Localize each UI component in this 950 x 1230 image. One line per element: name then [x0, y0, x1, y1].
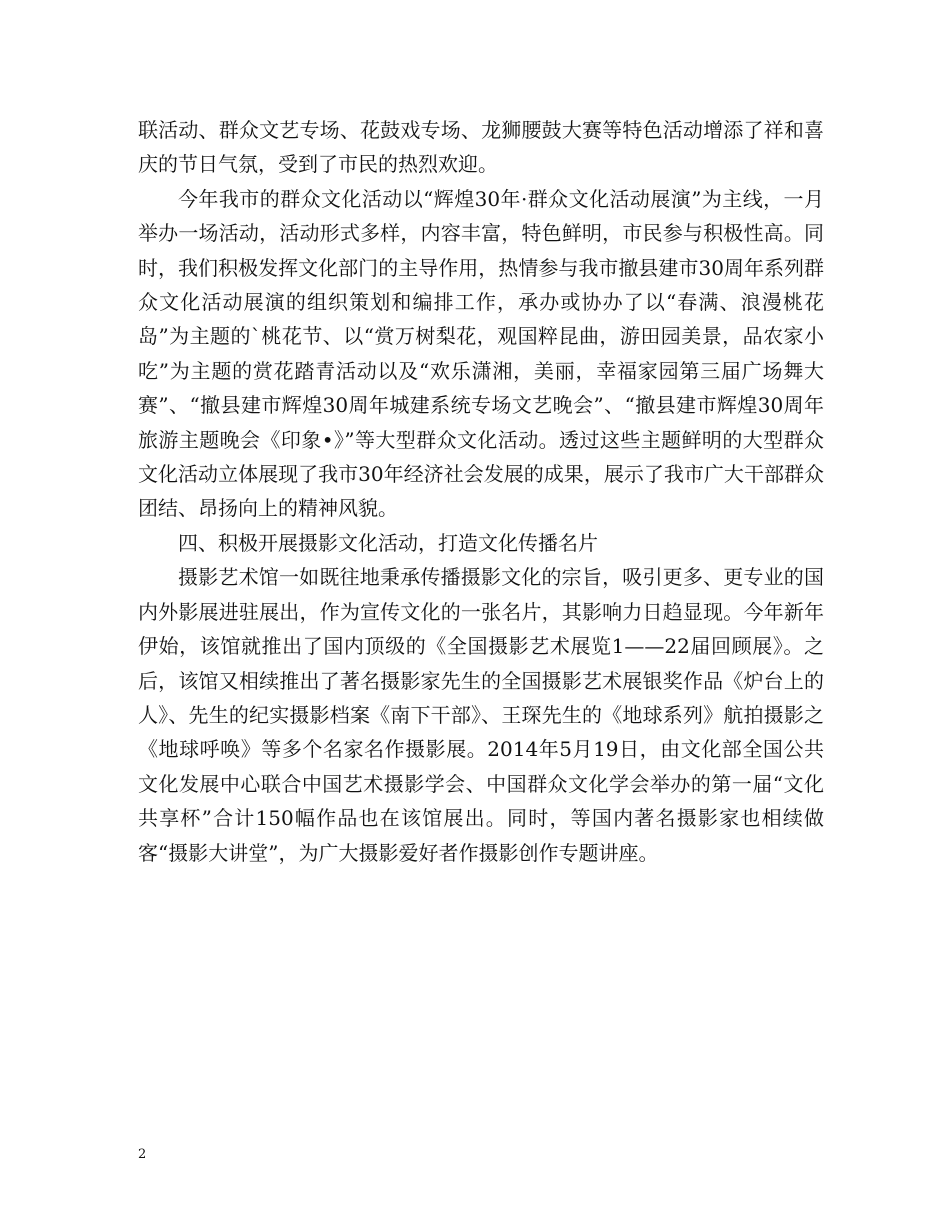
document-body	[138, 113, 824, 870]
section-heading-photography: 四、积极开展摄影文化活动，打造文化传播名片	[178, 530, 598, 555]
paragraph-mass-culture-activities: 今年我市的群众文化活动以“辉煌30年·群众文化活动展演”为主线，一月举办一场活动，活动形式多样，内容丰富，特色鲜明，市民参与积极性高。同时，我们积极发挥文化部门的主导作用，热情参与我市撤县建市30周年系列群众文化活动展演的组织策划和编排工作，承办或协办了以“春满、浪漫桃花岛”为主题的`桃花节、以“赏万树梨花，观国粹昆曲，游田园美景，品农家小吃”为主题的赏花踏青活动以及“欢乐潇湘，美丽，幸福家园第三届广场舞大赛”、“撤县建市辉煌30周年城建系统专场文艺晚会”、“撤县建市辉煌30周年旅游主题晚会《印象•》”等大型群众文化活动。透过这些主题鲜明的大型群众文化活动立体展现了我市30年经济社会发展的成果，展示了我市广大干部群众团结、昂扬向上的精神风貌。	[138, 186, 824, 521]
paragraph-photography-museum: 摄影艺术馆一如既往地秉承传播摄影文化的宗旨，吸引更多、更专业的国内外影展进驻展出，作为宣传文化的一张名片，其影响力日趋显现。今年新年伊始，该馆就推出了国内顶级的《全国摄影艺术展览1——22届回顾展》。之后，该馆又相续推出了著名摄影家先生的全国摄影艺术展银奖作品《炉台上的人》、先生的纪实摄影档案《南下干部》、王琛先生的《地球系列》航拍摄影之《地球呼唤》等多个名家名作摄影展。2014年5月19日，由文化部全国公共文化发展中心联合中国艺术摄影学会、中国群众文化学会举办的第一届“文化共享杯”合计150幅作品也在该馆展出。同时，等国内著名摄影家也相续做客“摄影大讲堂”，为广大摄影爱好者作摄影创作专题讲座。	[138, 565, 824, 865]
page-number: 2	[138, 1147, 147, 1162]
paragraph-continuation: 联活动、群众文艺专场、花鼓戏专场、龙狮腰鼓大赛等特色活动增添了祥和喜庆的节日气氛，受到了市民的热烈欢迎。	[138, 118, 824, 177]
